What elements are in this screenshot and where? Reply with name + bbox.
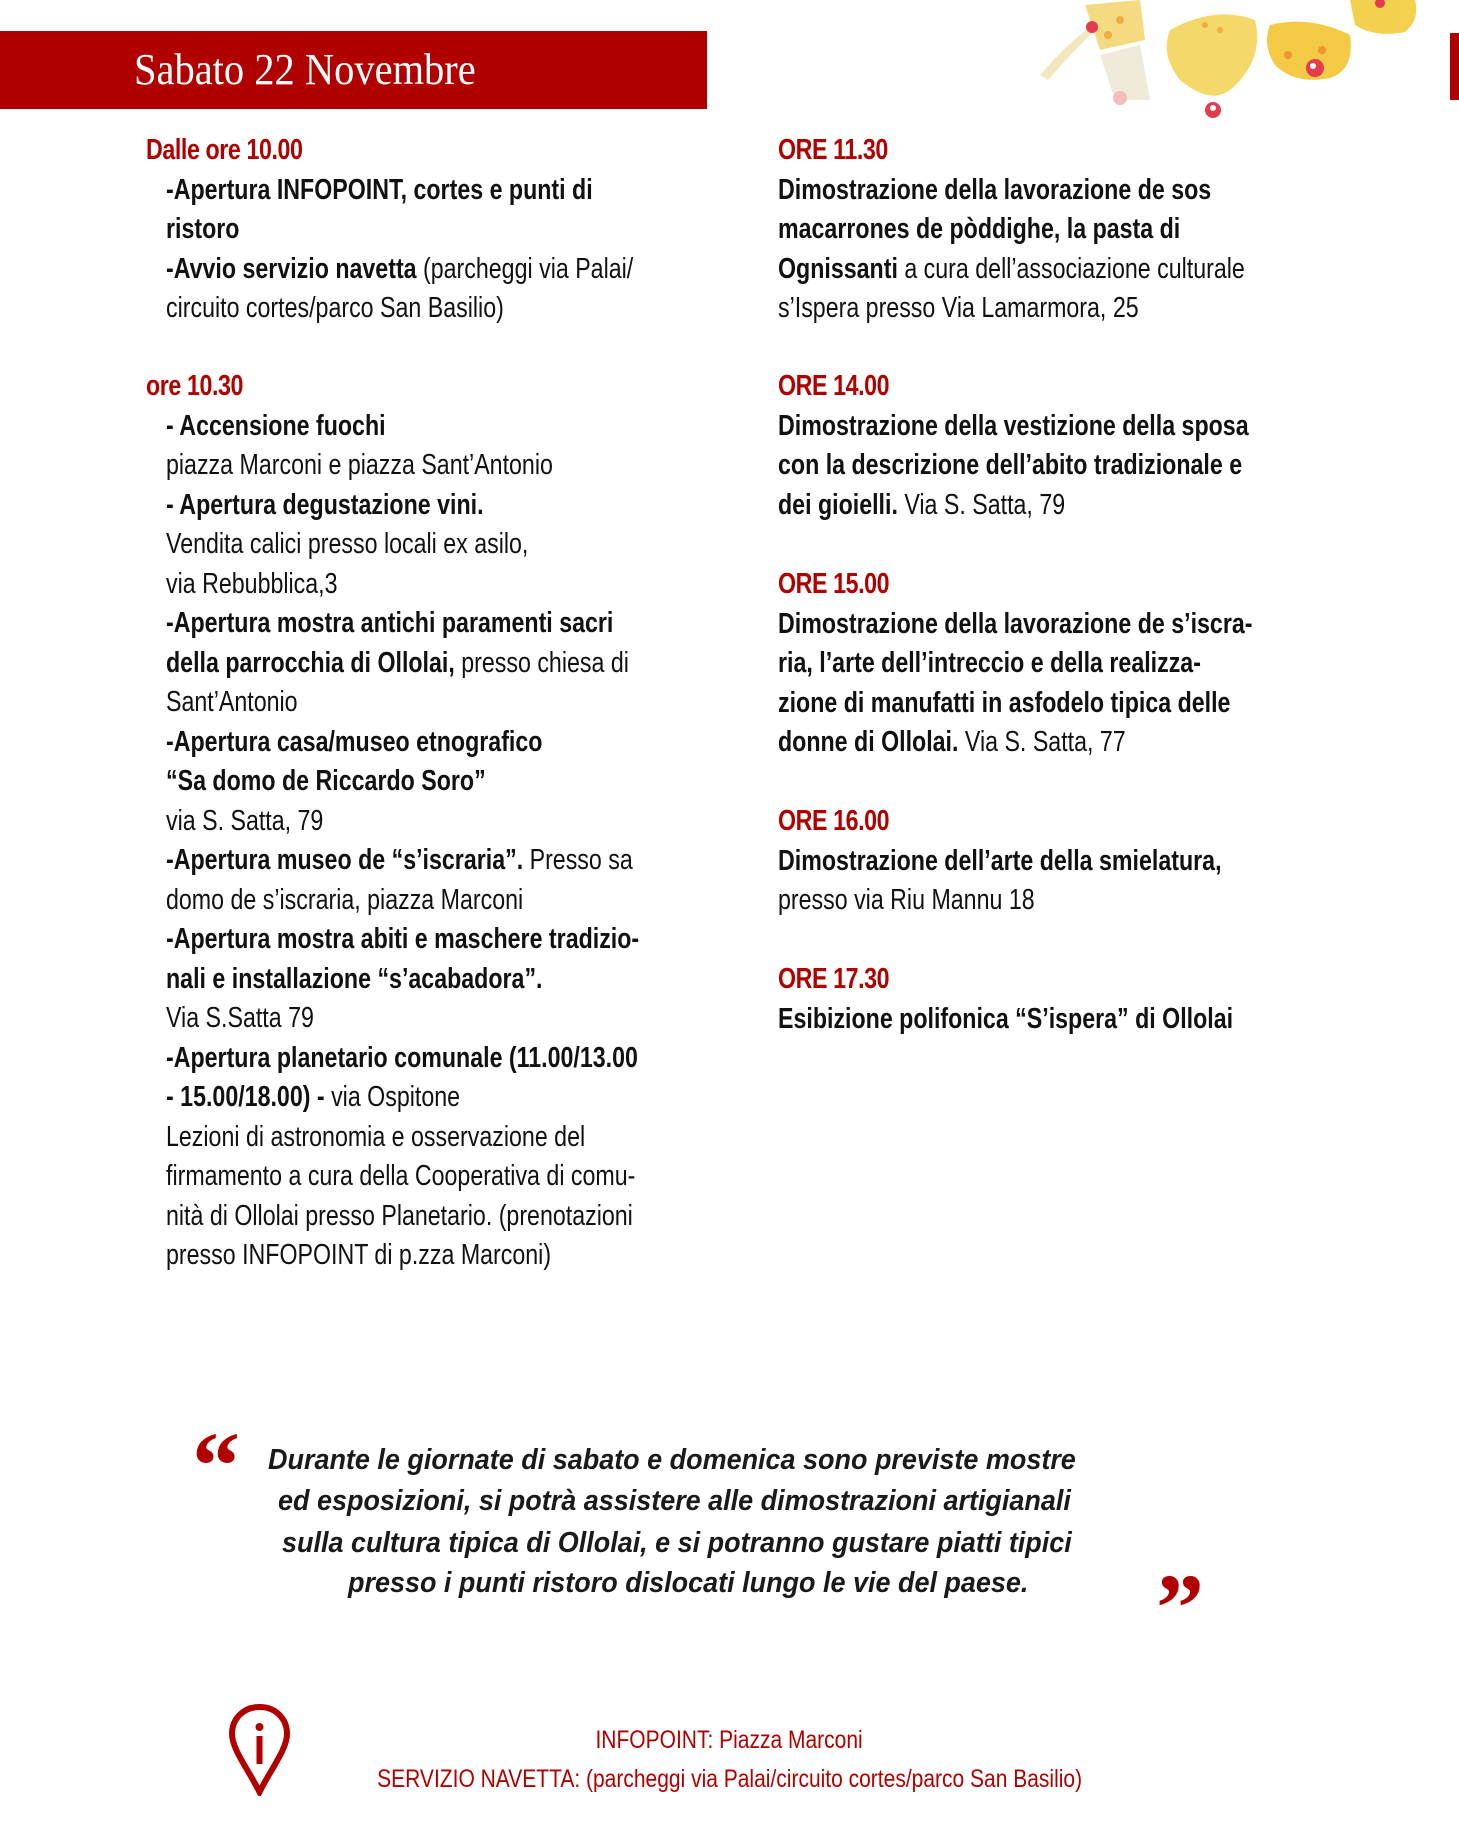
schedule-line bbox=[778, 446, 1249, 486]
schedule-line bbox=[778, 1000, 1233, 1040]
schedule-line bbox=[146, 250, 633, 290]
schedule-line-bold: Dimostrazione dell’arte della smielatura, bbox=[778, 844, 1222, 877]
schedule-line bbox=[778, 605, 1252, 645]
side-accent-bar bbox=[1450, 33, 1459, 100]
schedule-line-text: Via S. Satta, 79 bbox=[897, 488, 1066, 521]
page-title: Sabato 22 Novembre bbox=[134, 45, 476, 94]
schedule-line-text: Via S. Satta, 77 bbox=[958, 726, 1126, 758]
schedule-line bbox=[146, 565, 639, 605]
schedule-line-text: via Ospitone bbox=[324, 1081, 461, 1113]
schedule-line-text: firmamento a cura della Cooperativa di comu- bbox=[166, 1160, 636, 1192]
schedule-line-bold: Esibizione polifonica “S’ispera” di Ollolai bbox=[778, 1002, 1234, 1035]
schedule-line bbox=[146, 210, 633, 250]
schedule-line bbox=[146, 881, 639, 921]
schedule-line-text: via Rebubblica,3 bbox=[166, 567, 338, 600]
footer-infopoint bbox=[0, 1722, 1459, 1758]
schedule-line-text: domo de s’iscraria, piazza Marconi bbox=[166, 883, 524, 916]
schedule-line bbox=[146, 1118, 639, 1158]
schedule-line-text: piazza Marconi e piazza Sant’Antonio bbox=[166, 449, 553, 481]
schedule-time: ORE 17.30 bbox=[778, 963, 890, 995]
schedule-block bbox=[778, 802, 1222, 921]
schedule-line-text: Presso sa bbox=[523, 844, 633, 876]
schedule-time: ore 10.30 bbox=[146, 370, 244, 402]
schedule-line bbox=[146, 1197, 639, 1237]
schedule-line bbox=[778, 723, 1252, 763]
schedule-line-text: presso INFOPOINT di p.zza Marconi) bbox=[166, 1239, 552, 1271]
schedule-line bbox=[146, 802, 639, 842]
footer-navetta-text: SERVIZIO NAVETTA: (parcheggi via Palai/circuito cortes/parco San Basilio) bbox=[377, 1765, 1082, 1793]
schedule-line bbox=[146, 683, 639, 723]
schedule-line-bold: dei gioielli. bbox=[778, 488, 898, 521]
schedule-line-text: presso chiesa di bbox=[454, 646, 629, 679]
schedule-line bbox=[778, 250, 1245, 290]
pasta-illustration-icon bbox=[1030, 0, 1430, 125]
schedule-line bbox=[146, 762, 639, 802]
schedule-line bbox=[146, 999, 639, 1039]
schedule-line-bold: “Sa domo de Riccardo Soro” bbox=[166, 765, 486, 797]
schedule-line-text: s’Ispera presso Via Lamarmora, 25 bbox=[778, 292, 1139, 324]
schedule-line bbox=[146, 644, 639, 684]
schedule-line-bold: Dimostrazione della vestizione della sposa bbox=[778, 409, 1249, 442]
schedule-time: ORE 11.30 bbox=[778, 134, 888, 166]
schedule-line-bold: con la descrizione dell’abito tradizionale e bbox=[778, 449, 1243, 481]
schedule-line-bold: Dimostrazione della lavorazione de sos bbox=[778, 173, 1212, 206]
schedule-line bbox=[146, 920, 639, 960]
schedule-line-bold: zione di manufatti in asfodelo tipica delle bbox=[778, 686, 1231, 719]
schedule-line-text: nità di Ollolai presso Planetario. (prenotazioni bbox=[166, 1199, 633, 1232]
schedule-time: Dalle ore 10.00 bbox=[146, 134, 303, 166]
schedule-line bbox=[146, 289, 633, 329]
schedule-line bbox=[778, 171, 1245, 211]
schedule-line-text: presso via Riu Mannu 18 bbox=[778, 884, 1035, 916]
schedule-line bbox=[778, 407, 1249, 447]
schedule-line bbox=[778, 210, 1245, 250]
schedule-line bbox=[146, 1078, 639, 1118]
schedule-line-text: Lezioni di astronomia e osservazione del bbox=[166, 1120, 586, 1153]
schedule-line bbox=[146, 1236, 639, 1276]
schedule-line bbox=[146, 1157, 639, 1197]
schedule-line-text: Vendita calici presso locali ex asilo, bbox=[166, 528, 529, 560]
schedule-line bbox=[146, 841, 639, 881]
schedule-line bbox=[778, 644, 1252, 684]
schedule-block bbox=[146, 367, 639, 1276]
schedule-line-bold: donne di Ollolai. bbox=[778, 726, 959, 758]
schedule-block bbox=[778, 565, 1252, 763]
footer-infopoint-text: INFOPOINT: Piazza Marconi bbox=[595, 1726, 864, 1754]
schedule-line-text: a cura dell’associazione culturale bbox=[897, 252, 1245, 285]
footer-navetta bbox=[0, 1761, 1459, 1797]
quote-box bbox=[192, 1412, 1258, 1661]
schedule-block bbox=[778, 367, 1249, 525]
schedule-line-text: (parcheggi via Palai/ bbox=[416, 252, 634, 285]
quote-line: presso i punti ristoro dislocati lungo le vie del paese. bbox=[348, 1567, 1029, 1599]
title-bar bbox=[0, 31, 707, 109]
quote-line: Durante le giornate di sabato e domenica sono previste mostre bbox=[268, 1444, 1076, 1476]
schedule-line-bold: nali e installazione “s’acabadora”. bbox=[166, 962, 543, 995]
quote-line: ed esposizioni, si potrà assistere alle dimostrazioni artigianali bbox=[278, 1485, 1071, 1517]
schedule-line bbox=[146, 446, 639, 486]
schedule-line bbox=[146, 1039, 639, 1079]
schedule-block bbox=[778, 131, 1245, 329]
schedule-line bbox=[778, 881, 1222, 921]
schedule-line bbox=[146, 960, 639, 1000]
schedule-time: ORE 14.00 bbox=[778, 370, 890, 402]
schedule-line-bold: macarrones de pòddighe, la pasta di bbox=[778, 213, 1181, 245]
schedule-line bbox=[146, 407, 639, 447]
schedule-line bbox=[146, 486, 639, 526]
schedule-line-bold: -Apertura planetario comunale (11.00/13.00 bbox=[166, 1041, 638, 1074]
schedule-line-bold: -Apertura INFOPOINT, cortes e punti di bbox=[166, 173, 593, 206]
schedule-line bbox=[146, 171, 633, 211]
schedule-line-bold: - Apertura degustazione vini. bbox=[166, 488, 484, 521]
schedule-line-bold: -Apertura casa/museo etnografico bbox=[166, 725, 543, 758]
schedule-line-bold: - Accensione fuochi bbox=[166, 409, 386, 442]
quote-line: sulla cultura tipica di Ollolai, e si potranno gustare piatti tipici bbox=[282, 1527, 1072, 1559]
schedule-time: ORE 16.00 bbox=[778, 805, 890, 837]
schedule-line-bold: ria, l’arte dell’intreccio e della realizza- bbox=[778, 647, 1201, 679]
close-quote-mark-icon: ” bbox=[1156, 1554, 1204, 1661]
schedule-line-text: via S. Satta, 79 bbox=[166, 804, 324, 837]
schedule-line bbox=[146, 604, 639, 644]
schedule-line-bold: - 15.00/18.00) - bbox=[166, 1081, 325, 1113]
schedule-line-bold: -Apertura mostra abiti e maschere tradizio- bbox=[166, 923, 640, 955]
schedule-line-text: circuito cortes/parco San Basilio) bbox=[166, 292, 504, 324]
schedule-line-bold: Ognissanti bbox=[778, 252, 898, 285]
schedule-line-bold: della parrocchia di Ollolai, bbox=[166, 646, 455, 679]
schedule-line-bold: -Apertura museo de “s’iscraria”. bbox=[166, 844, 524, 876]
schedule-line-bold: -Avvio servizio navetta bbox=[166, 252, 417, 285]
schedule-time: ORE 15.00 bbox=[778, 568, 890, 600]
schedule-line bbox=[146, 723, 639, 763]
schedule-line-bold: ristoro bbox=[166, 213, 240, 245]
schedule-line-bold: Dimostrazione della lavorazione de s’iscra- bbox=[778, 607, 1253, 640]
schedule-line bbox=[146, 525, 639, 565]
schedule-block bbox=[778, 960, 1233, 1039]
schedule-line bbox=[778, 684, 1252, 724]
schedule-line-bold: -Apertura mostra antichi paramenti sacri bbox=[166, 607, 614, 639]
schedule-line bbox=[778, 486, 1249, 526]
schedule-block bbox=[146, 131, 633, 329]
schedule-line-text: Via S.Satta 79 bbox=[166, 1002, 314, 1034]
schedule-line-text: Sant’Antonio bbox=[166, 686, 298, 718]
open-quote-mark-icon: “ bbox=[192, 1412, 240, 1519]
schedule-line bbox=[778, 289, 1245, 329]
schedule-line bbox=[778, 842, 1222, 882]
